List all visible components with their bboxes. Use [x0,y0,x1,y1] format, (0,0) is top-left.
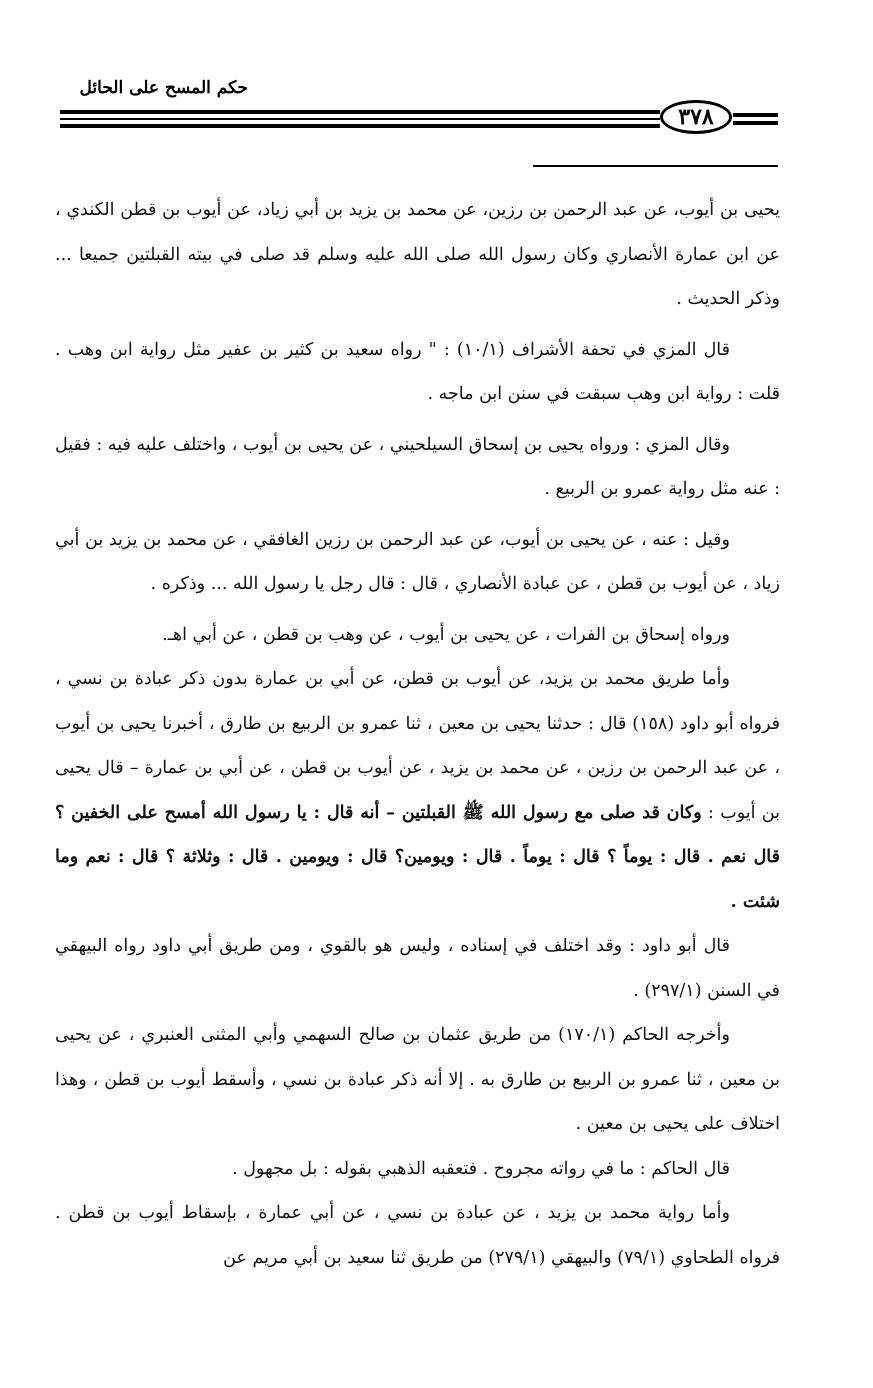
paragraph-text: ورواه إسحاق بن الفرات ، عن يحيى بن أيوب ، عن وهب بن قطن ، عن أبي اهـ. [162,624,730,645]
main-text [55,188,780,1280]
paragraph-text: وأخرجه الحاكم (١٧٠/١) من طريق عثمان بن صالح السهمي وأبي المثنى العنبري ، عن يحيى بن معين ، ثنا عمرو بن الربيع بن طارق به . إلا أنه ذكر عبادة بن نسي ، وأسقط أيوب بن قطن ، وهذا اختلاف على يحيى بن معين . [55,1025,780,1134]
paragraph-text: قال الحاكم : ما في رواته مجروح . فتعقبه الذهبي بقوله : بل مجهول . [232,1158,730,1179]
header-rule [733,121,778,125]
paragraph [55,657,780,924]
paragraph-text: وقيل : عنه ، عن يحيى بن أيوب، عن عبد الرحمن بن رزين الغافقي ، عن محمد بن يزيد بن أبي زياد ، عن أيوب بن قطن ، عن عبادة الأنصاري ، قال : قال رجل يا رسول الله ... وذكره . [55,529,780,594]
page-number [660,100,732,134]
paragraph [55,188,780,322]
header-rule [60,118,660,120]
paragraph [55,423,780,512]
paragraph-text: وأما طريق محمد بن يزيد، عن أيوب بن قطن، عن أبي بن عمارة بدون ذكر عبادة بن نسي ، فرواه أبو داود (١٥٨) قال : حدثنا يحيى بن معين ، ثنا عمرو بن الربيع بن طارق ، أخبرنا يحيى بن أيوب ، عن عبد الرحمن بن رزين ، عن محمد بن يزيد ، عن أيوب بن قطن ، عن أبي بن عمارة – قال يحيى بن أيوب : [55,669,780,823]
paragraph [55,1147,780,1192]
section-divider [533,165,778,167]
paragraph-text: وأما رواية محمد بن يزيد ، عن عبادة بن نسي ، عن أبي عمارة ، بإسقاط أيوب بن قطن . فرواه الطحاوي (٧٩/١) والبيهقي (٢٧٩/١) من طريق ثنا سعيد بن أبي مريم عن [55,1203,780,1268]
paragraph [55,924,780,1013]
paragraph-text: يحيى بن أيوب، عن عبد الرحمن بن رزين، عن محمد بن يزيد بن أبي زياد، عن أيوب بن قطن الكندي ، عن ابن عمارة الأنصاري وكان رسول الله صلى الله عليه وسلم قد صلى في بيته القبلتين جميعا ... وذكر الحديث . [55,200,780,309]
paragraph-text: قال أبو داود : وقد اختلف في إسناده ، وليس هو بالقوي ، ومن طريق أبي داود رواه البيهقي في السنن (٢٩٧/١) . [55,936,780,1001]
paragraph [55,328,780,417]
paragraph-text: قال المزي في تحفة الأشراف (١٠/١) : " رواه سعيد بن كثير بن عفير مثل رواية ابن وهب . قلت : رواية ابن وهب سبقت في سنن ابن ماجه . [55,339,780,404]
header-rule [733,113,778,117]
header-rule [60,110,660,114]
page-number-text: ٣٧٨ [678,104,714,130]
paragraph [55,613,780,658]
header-rule [60,124,660,128]
paragraph-text: وقال المزي : ورواه يحيى بن إسحاق السيلحيني ، عن يحيى بن أيوب ، واختلف عليه فيه : فقيل : عنه مثل رواية عمرو بن الربيع . [55,434,780,499]
paragraph-bold-text: وكان قد صلى مع رسول الله ﷺ القبلتين – أنه قال : يا رسول الله أمسح على الخفين ؟ قال نعم . قال : يوماً ؟ قال : يوماً . قال : ويومين؟ قال : ويومين . قال : وثلاثة ؟ قال : نعم وما شئت . [55,802,780,912]
paragraph [55,1191,780,1280]
paragraph [55,518,780,607]
paragraph [55,1013,780,1147]
running-title: حكم المسح على الحائل [79,78,248,98]
